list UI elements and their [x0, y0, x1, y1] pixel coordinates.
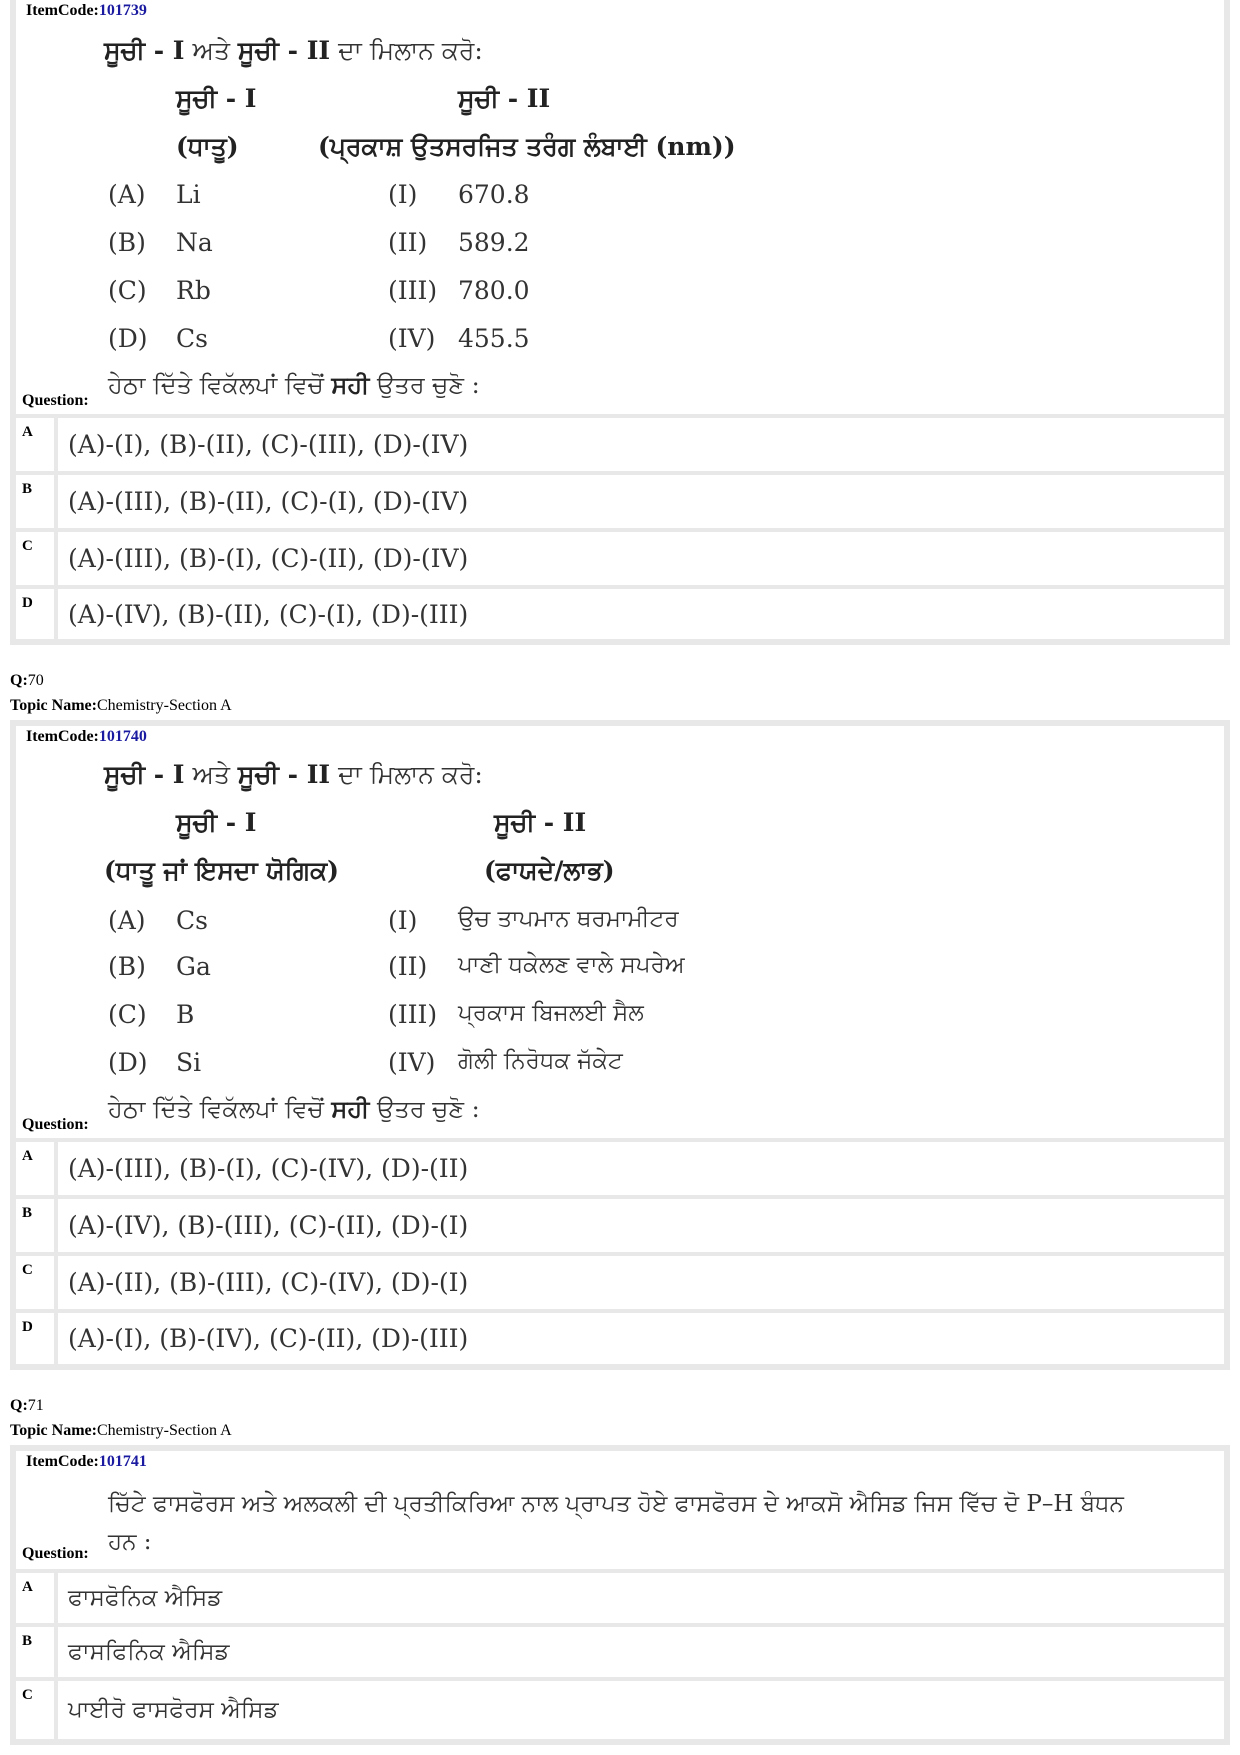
- list2-heading: ਸੂਚੀ - II: [458, 84, 551, 113]
- question-card-70: [10, 720, 1230, 1370]
- option-a[interactable]: [16, 1138, 1224, 1195]
- match-instruction: ਸੂਚੀ - I ਅਤੇ ਸੂਚੀ - II ਦਾ ਮਿਲਾਨ ਕਰੋ:: [104, 36, 483, 65]
- match-row-value: B: [176, 1000, 195, 1029]
- list1-subheading: (ਧਾਤੂ): [176, 132, 239, 161]
- match-row-roman: (IV): [388, 1048, 436, 1077]
- question-number: Q:71: [10, 1397, 44, 1414]
- option-a[interactable]: [16, 414, 1224, 471]
- match-row-rvalue: 780.0: [458, 276, 530, 305]
- match-row-rvalue: ਪ੍ਰਕਾਸ ਬਿਜਲਈ ਸੈਲ: [458, 1000, 644, 1026]
- list2-heading: ਸੂਚੀ - II: [494, 808, 587, 837]
- option-text: (A)-(I), (B)-(IV), (C)-(II), (D)-(III): [54, 1313, 468, 1364]
- question-prompt: ਹੇਠਾ ਦਿੱਤੇ ਵਿਕੱਲਪਾਂ ਵਿਚੋਂ ਸਹੀ ਉਤਰ ਚੁਣੋ :: [108, 1094, 480, 1123]
- option-d[interactable]: [16, 1309, 1224, 1364]
- match-row: (D): [108, 324, 148, 353]
- match-row-roman: (IV): [388, 324, 436, 353]
- option-text: ਪਾਈਰੋ ਫਾਸਫੋਰਸ ਐਸਿਡ: [54, 1681, 279, 1739]
- match-row-roman: (II): [388, 952, 428, 981]
- option-letter: D: [22, 595, 33, 611]
- question-number: Q:70: [10, 672, 44, 689]
- option-c[interactable]: [16, 1252, 1224, 1309]
- match-row-roman: (I): [388, 180, 418, 209]
- option-text: (A)-(IV), (B)-(III), (C)-(II), (D)-(I): [54, 1199, 468, 1252]
- match-instruction: ਸੂਚੀ - I ਅਤੇ ਸੂਚੀ - II ਦਾ ਮਿਲਾਨ ਕਰੋ:: [104, 760, 483, 789]
- option-b[interactable]: [16, 1623, 1224, 1677]
- option-letter: B: [22, 1633, 33, 1649]
- match-row-rvalue: ਉਚ ਤਾਪਮਾਨ ਥਰਮਾਮੀਟਰ: [458, 906, 679, 932]
- option-letter: B: [22, 481, 33, 497]
- option-letter: A: [22, 1148, 33, 1164]
- match-row-value: Na: [176, 228, 213, 257]
- match-row-value: Ga: [176, 952, 211, 981]
- match-row-roman: (I): [388, 906, 418, 935]
- match-row: (C): [108, 276, 147, 305]
- topic-name: Topic Name:Chemistry-Section A: [10, 697, 232, 714]
- option-letter: B: [22, 1205, 33, 1221]
- question-text-line-1: ਚਿੱਟੇ ਫਾਸਫੋਰਸ ਅਤੇ ਅਲਕਲੀ ਦੀ ਪ੍ਰਤੀਕਿਰਿਆ ਨਾਲ ਪ੍ਰਾਪਤ ਹੋਏ ਫਾਸਫੋਰਸ ਦੇ ਆਕਸੋ ਐਸਿਡ ਜਿਸ ਵਿੱਚ ਦੋ P–H ਬੰਧਨ: [108, 1491, 1124, 1517]
- match-row: (B): [108, 228, 146, 257]
- match-row: (A): [108, 180, 146, 209]
- question-card-69: [10, 0, 1230, 645]
- option-text: (A)-(III), (B)-(I), (C)-(IV), (D)-(II): [54, 1142, 468, 1195]
- list1-subheading: (ਧਾਤੂ ਜਾਂ ਇਸਦਾ ਯੋਗਿਕ): [104, 856, 339, 885]
- topic-name: Topic Name:Chemistry-Section A: [10, 1422, 232, 1439]
- item-code: ItemCode:101739: [26, 2, 147, 19]
- list1-heading: ਸੂਚੀ - I: [176, 84, 257, 113]
- option-text: (A)-(IV), (B)-(II), (C)-(I), (D)-(III): [54, 589, 468, 639]
- option-letter: A: [22, 1579, 33, 1595]
- match-row: (A): [108, 906, 146, 935]
- list1-heading: ਸੂਚੀ - I: [176, 808, 257, 837]
- option-letter: C: [22, 1687, 33, 1703]
- question-label: Question:: [22, 392, 89, 409]
- option-b[interactable]: [16, 471, 1224, 528]
- option-text: ਫਾਸਫੋਨਿਕ ਐਸਿਡ: [54, 1573, 222, 1623]
- match-row-value: Cs: [176, 324, 208, 353]
- question-prompt: ਹੇਠਾ ਦਿੱਤੇ ਵਿਕੱਲਪਾਂ ਵਿਚੋਂ ਸਹੀ ਉਤਰ ਚੁਣੋ :: [108, 370, 480, 399]
- list2-subheading: (ਪ੍ਰਕਾਸ਼ ਉਤਸਰਜਿਤ ਤਰੰਗ ਲੰਬਾਈ (nm)): [318, 132, 736, 161]
- option-letter: C: [22, 1262, 33, 1278]
- option-text: ਫਾਸਫਿਨਿਕ ਐਸਿਡ: [54, 1627, 230, 1677]
- match-row-value: Cs: [176, 906, 208, 935]
- match-row-value: Si: [176, 1048, 202, 1077]
- option-text: (A)-(I), (B)-(II), (C)-(III), (D)-(IV): [54, 418, 468, 471]
- match-row: (B): [108, 952, 146, 981]
- option-letter: A: [22, 424, 33, 440]
- match-row: (C): [108, 1000, 147, 1029]
- match-row-rvalue: 455.5: [458, 324, 530, 353]
- option-d[interactable]: [16, 585, 1224, 639]
- question-text-line-2: ਹਨ :: [108, 1529, 152, 1555]
- match-row-rvalue: ਪਾਣੀ ਧਕੇਲਣ ਵਾਲੇ ਸਪਰੇਅ: [458, 952, 685, 978]
- option-text: (A)-(III), (B)-(I), (C)-(II), (D)-(IV): [54, 532, 468, 585]
- list2-subheading: (ਫਾਯਦੇ/ਲਾਭ): [484, 856, 615, 885]
- option-a[interactable]: [16, 1569, 1224, 1623]
- option-letter: C: [22, 538, 33, 554]
- option-text: (A)-(II), (B)-(III), (C)-(IV), (D)-(I): [54, 1256, 468, 1309]
- match-row-rvalue: 589.2: [458, 228, 530, 257]
- match-row-value: Rb: [176, 276, 211, 305]
- option-c[interactable]: [16, 1677, 1224, 1739]
- match-row-value: Li: [176, 180, 201, 209]
- question-label: Question:: [22, 1116, 89, 1133]
- match-row-roman: (III): [388, 1000, 438, 1029]
- option-b[interactable]: [16, 1195, 1224, 1252]
- match-row-rvalue: ਗੋਲੀ ਨਿਰੋਧਕ ਜੱਕੇਟ: [458, 1048, 623, 1074]
- question-card-71: [10, 1445, 1230, 1745]
- question-label: Question:: [22, 1545, 89, 1562]
- option-c[interactable]: [16, 528, 1224, 585]
- item-code: ItemCode:101740: [26, 728, 147, 745]
- option-letter: D: [22, 1319, 33, 1335]
- match-row-rvalue: 670.8: [458, 180, 530, 209]
- match-row: (D): [108, 1048, 148, 1077]
- match-row-roman: (III): [388, 276, 438, 305]
- option-text: (A)-(III), (B)-(II), (C)-(I), (D)-(IV): [54, 475, 468, 528]
- match-row-roman: (II): [388, 228, 428, 257]
- item-code: ItemCode:101741: [26, 1453, 147, 1470]
